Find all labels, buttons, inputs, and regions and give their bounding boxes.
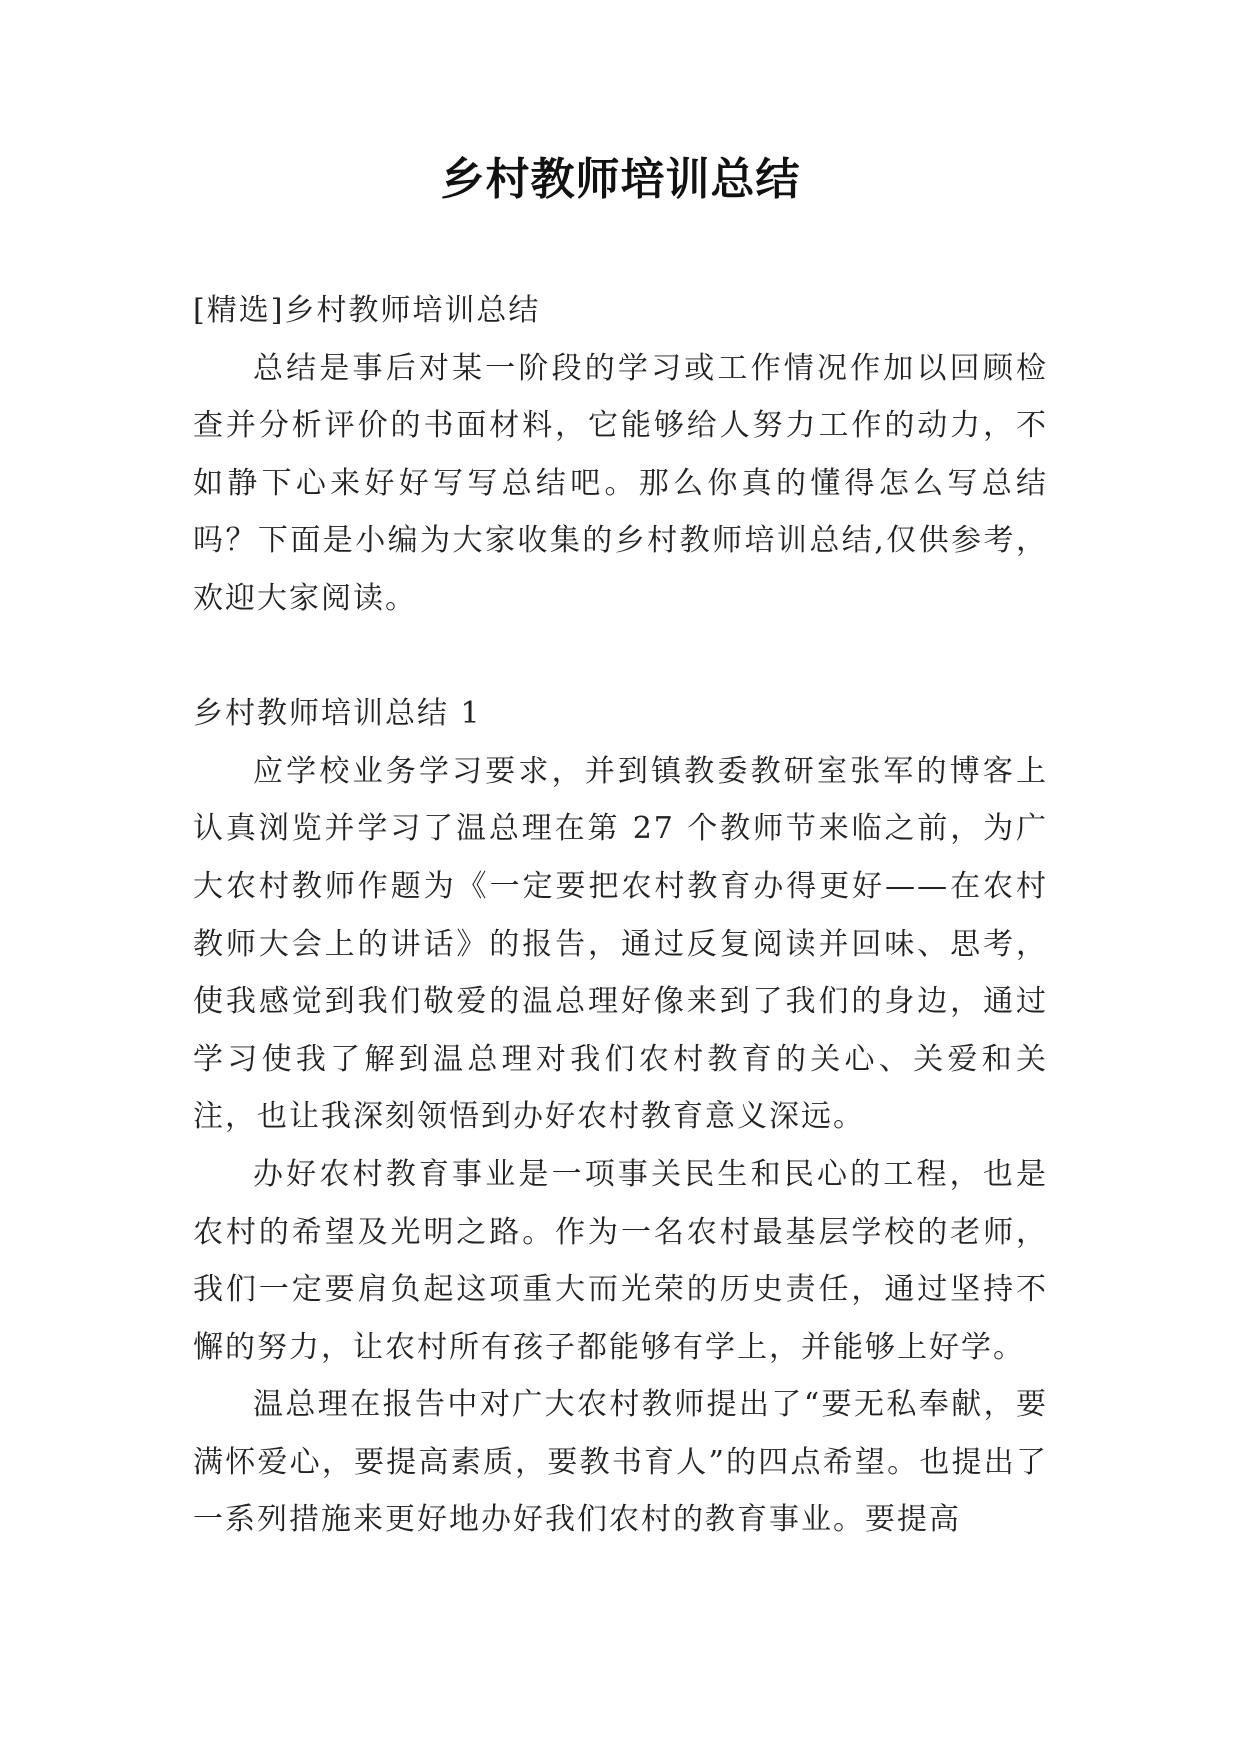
paragraph-spacer	[193, 628, 1048, 686]
section-paragraph-2: 办好农村教育事业是一项事关民生和民心的工程，也是农村的希望及光明之路。作为一名农村最基层学校的老师，我们一定要肩负起这项重大而光荣的历史责任，通过坚持不懈的努力，让农村所有孩子都能够有学上，并能够上好学。	[193, 1156, 1048, 1365]
section-heading: 乡村教师培训总结 1	[193, 696, 482, 732]
section-paragraph-3: 温总理在报告中对广大农村教师提出了“要无私奉献，要满怀爱心，要提高素质，要教书育人”的四点希望。也提出了一系列措施来更好地办好我们农村的教育事业。要提高	[193, 1387, 1048, 1538]
document-title: 乡村教师培训总结	[440, 154, 801, 205]
section-paragraph-1: 应学校业务学习要求，并到镇教委教研室张军的博客上认真浏览并学习了温总理在第 27 个教师节来临之前，为广大农村教师作题为《一定要把农村教育办得更好——在农村教师大会上的讲话》的报告，通过反复阅读并回味、思考，使我感觉到我们敬爱的温总理好像来到了我们的身边，通过学习使我了解到温总理对我们农村教育的关心、关爱和关注，也让我深刻领悟到办好农村教育意义深远。	[193, 753, 1048, 1135]
intro-paragraph: 总结是事后对某一阶段的学习或工作情况作加以回顾检查并分析评价的书面材料，它能够给人努力工作的动力，不如静下心来好好写写总结吧。那么你真的懂得怎么写总结吗？下面是小编为大家收集的乡村教师培训总结,仅供参考，欢迎大家阅读。	[193, 350, 1048, 616]
document-subtitle: [精选]乡村教师培训总结	[193, 293, 541, 328]
document-body	[193, 282, 1048, 1549]
